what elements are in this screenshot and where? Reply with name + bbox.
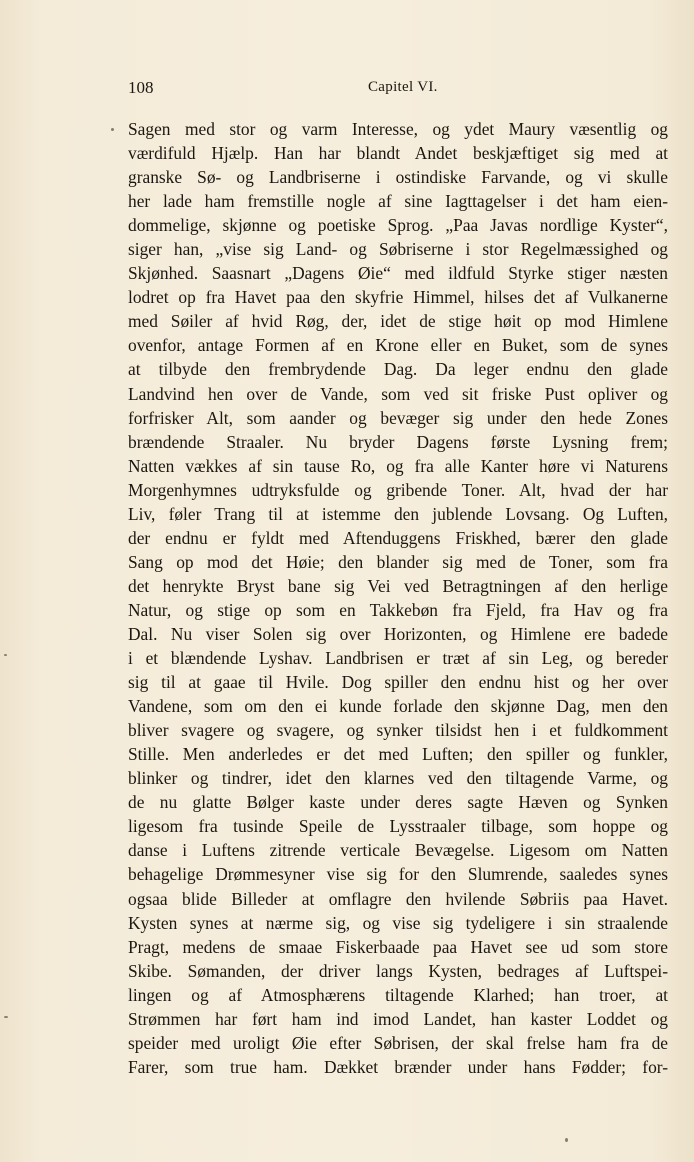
text-line: danse i Luftens zitrende verticale Bevægelse. Ligesom om Natten	[128, 840, 668, 861]
text-line: forfrisker Alt, som aander og bevæger sig under den hede Zones	[128, 407, 668, 428]
text-line: behagelige Drømmesyner vise sig for den Slumrende, saaledes synes	[128, 864, 668, 885]
body-text	[128, 117, 668, 1079]
text-line: Landvind hen over de Vande, som ved sit friske Pust opliver og	[128, 383, 668, 404]
text-line: Pragt, medens de smaae Fiskerbaade paa Havet see ud som store	[128, 936, 668, 957]
text-line: Skjønhed. Saasnart „Dagens Øie“ med ildfuld Styrke stiger næsten	[128, 263, 668, 284]
ink-speck	[4, 1016, 8, 1018]
running-head: Capitel VI.	[368, 79, 438, 95]
text-line: speider med uroligt Øie efter Søbrisen, der skal frelse ham fra de	[128, 1032, 668, 1053]
text-line: det henrykte Bryst bane sig Vei ved Betragtningen af den herlige	[128, 575, 668, 596]
text-line: lodret op fra Havet paa den skyfrie Himmel, hilses det af Vulkanerne	[128, 287, 668, 308]
text-line: Morgenhymnes udtryksfulde og gribende Toner. Alt, hvad der har	[128, 479, 668, 500]
text-line: at tilbyde den frembrydende Dag. Da leger endnu den glade	[128, 359, 668, 380]
text-line: granske Sø- og Landbriserne i ostindiske Farvande, og vi skulle	[128, 167, 668, 188]
text-line: bliver svagere og svagere, og synker tilsidst hen i et fuldkomment	[128, 720, 668, 741]
text-line: Dal. Nu viser Solen sig over Horizonten, og Himlene ere badede	[128, 623, 668, 644]
text-line: Stille. Men anderledes er det med Luften; den spiller og funkler,	[128, 744, 668, 765]
text-line: Natten vækkes af sin tause Ro, og fra alle Kanter høre vi Naturens	[128, 455, 668, 476]
text-line: ogsaa blide Billeder at omflagre den hvilende Søbriis paa Havet.	[128, 888, 668, 909]
ink-speck	[565, 1138, 568, 1142]
text-line: dommelige, skjønne og poetiske Sprog. „Paa Javas nordlige Kyster“,	[128, 215, 668, 236]
page-number: 108	[128, 78, 154, 97]
text-line: med Søiler af hvid Røg, der, idet de stige høit op mod Himlene	[128, 311, 668, 332]
text-line: der endnu er fyldt med Aftenduggens Friskhed, bærer den glade	[128, 527, 668, 548]
text-line: Skibe. Sømanden, der driver langs Kysten, bedrages af Luftspei-	[128, 960, 668, 981]
text-line: i et blændende Lyshav. Landbrisen er træt af sin Leg, og bereder	[128, 648, 668, 669]
text-line: siger han, „vise sig Land- og Søbriserne i stor Regelmæssighed og	[128, 239, 668, 260]
text-line: lingen og af Atmosphærens tiltagende Klarhed; han troer, at	[128, 984, 668, 1005]
text-line: blinker og tindrer, idet den klarnes ved den tiltagende Varme, og	[128, 768, 668, 789]
text-line: Sang op mod det Høie; den blander sig med de Toner, som fra	[128, 551, 668, 572]
text-line: ovenfor, antage Formen af en Krone eller en Buket, som de synes	[128, 335, 668, 356]
text-line: Liv, føler Trang til at istemme den jublende Lovsang. Og Luften,	[128, 503, 668, 524]
text-line: Natur, og stige op som en Takkebøn fra Fjeld, fra Hav og fra	[128, 599, 668, 620]
ink-speck	[4, 654, 7, 656]
text-line: værdifuld Hjælp. Han har blandt Andet beskjæftiget sig med at	[128, 143, 668, 164]
text-line: Strømmen har ført ham ind imod Landet, han kaster Loddet og	[128, 1008, 668, 1029]
text-line: Sagen med stor og varm Interesse, og ydet Maury væsentlig og	[128, 119, 668, 139]
text-line: Kysten synes at nærme sig, og vise sig tydeligere i sin straalende	[128, 912, 668, 933]
text-line: Vandene, som om den ei kunde forlade den skjønne Dag, men den	[128, 696, 668, 717]
text-line: her lade ham fremstille nogle af sine Iagttagelser i det ham eien-	[128, 191, 668, 212]
text-line: brændende Straaler. Nu bryder Dagens første Lysning frem;	[128, 431, 668, 452]
text-line: ligesom fra tusinde Speile de Lysstraaler tilbage, som hoppe og	[128, 816, 668, 837]
text-line: sig til at gaae til Hvile. Dog spiller den endnu hist og her over	[128, 672, 668, 693]
ink-speck	[111, 128, 114, 131]
text-line: de nu glatte Bølger kaste under deres sagte Hæven og Synken	[128, 792, 668, 813]
page-header	[128, 78, 668, 100]
text-line: Farer, som true ham. Dækket brænder under hans Fødder; for-	[128, 1056, 668, 1077]
